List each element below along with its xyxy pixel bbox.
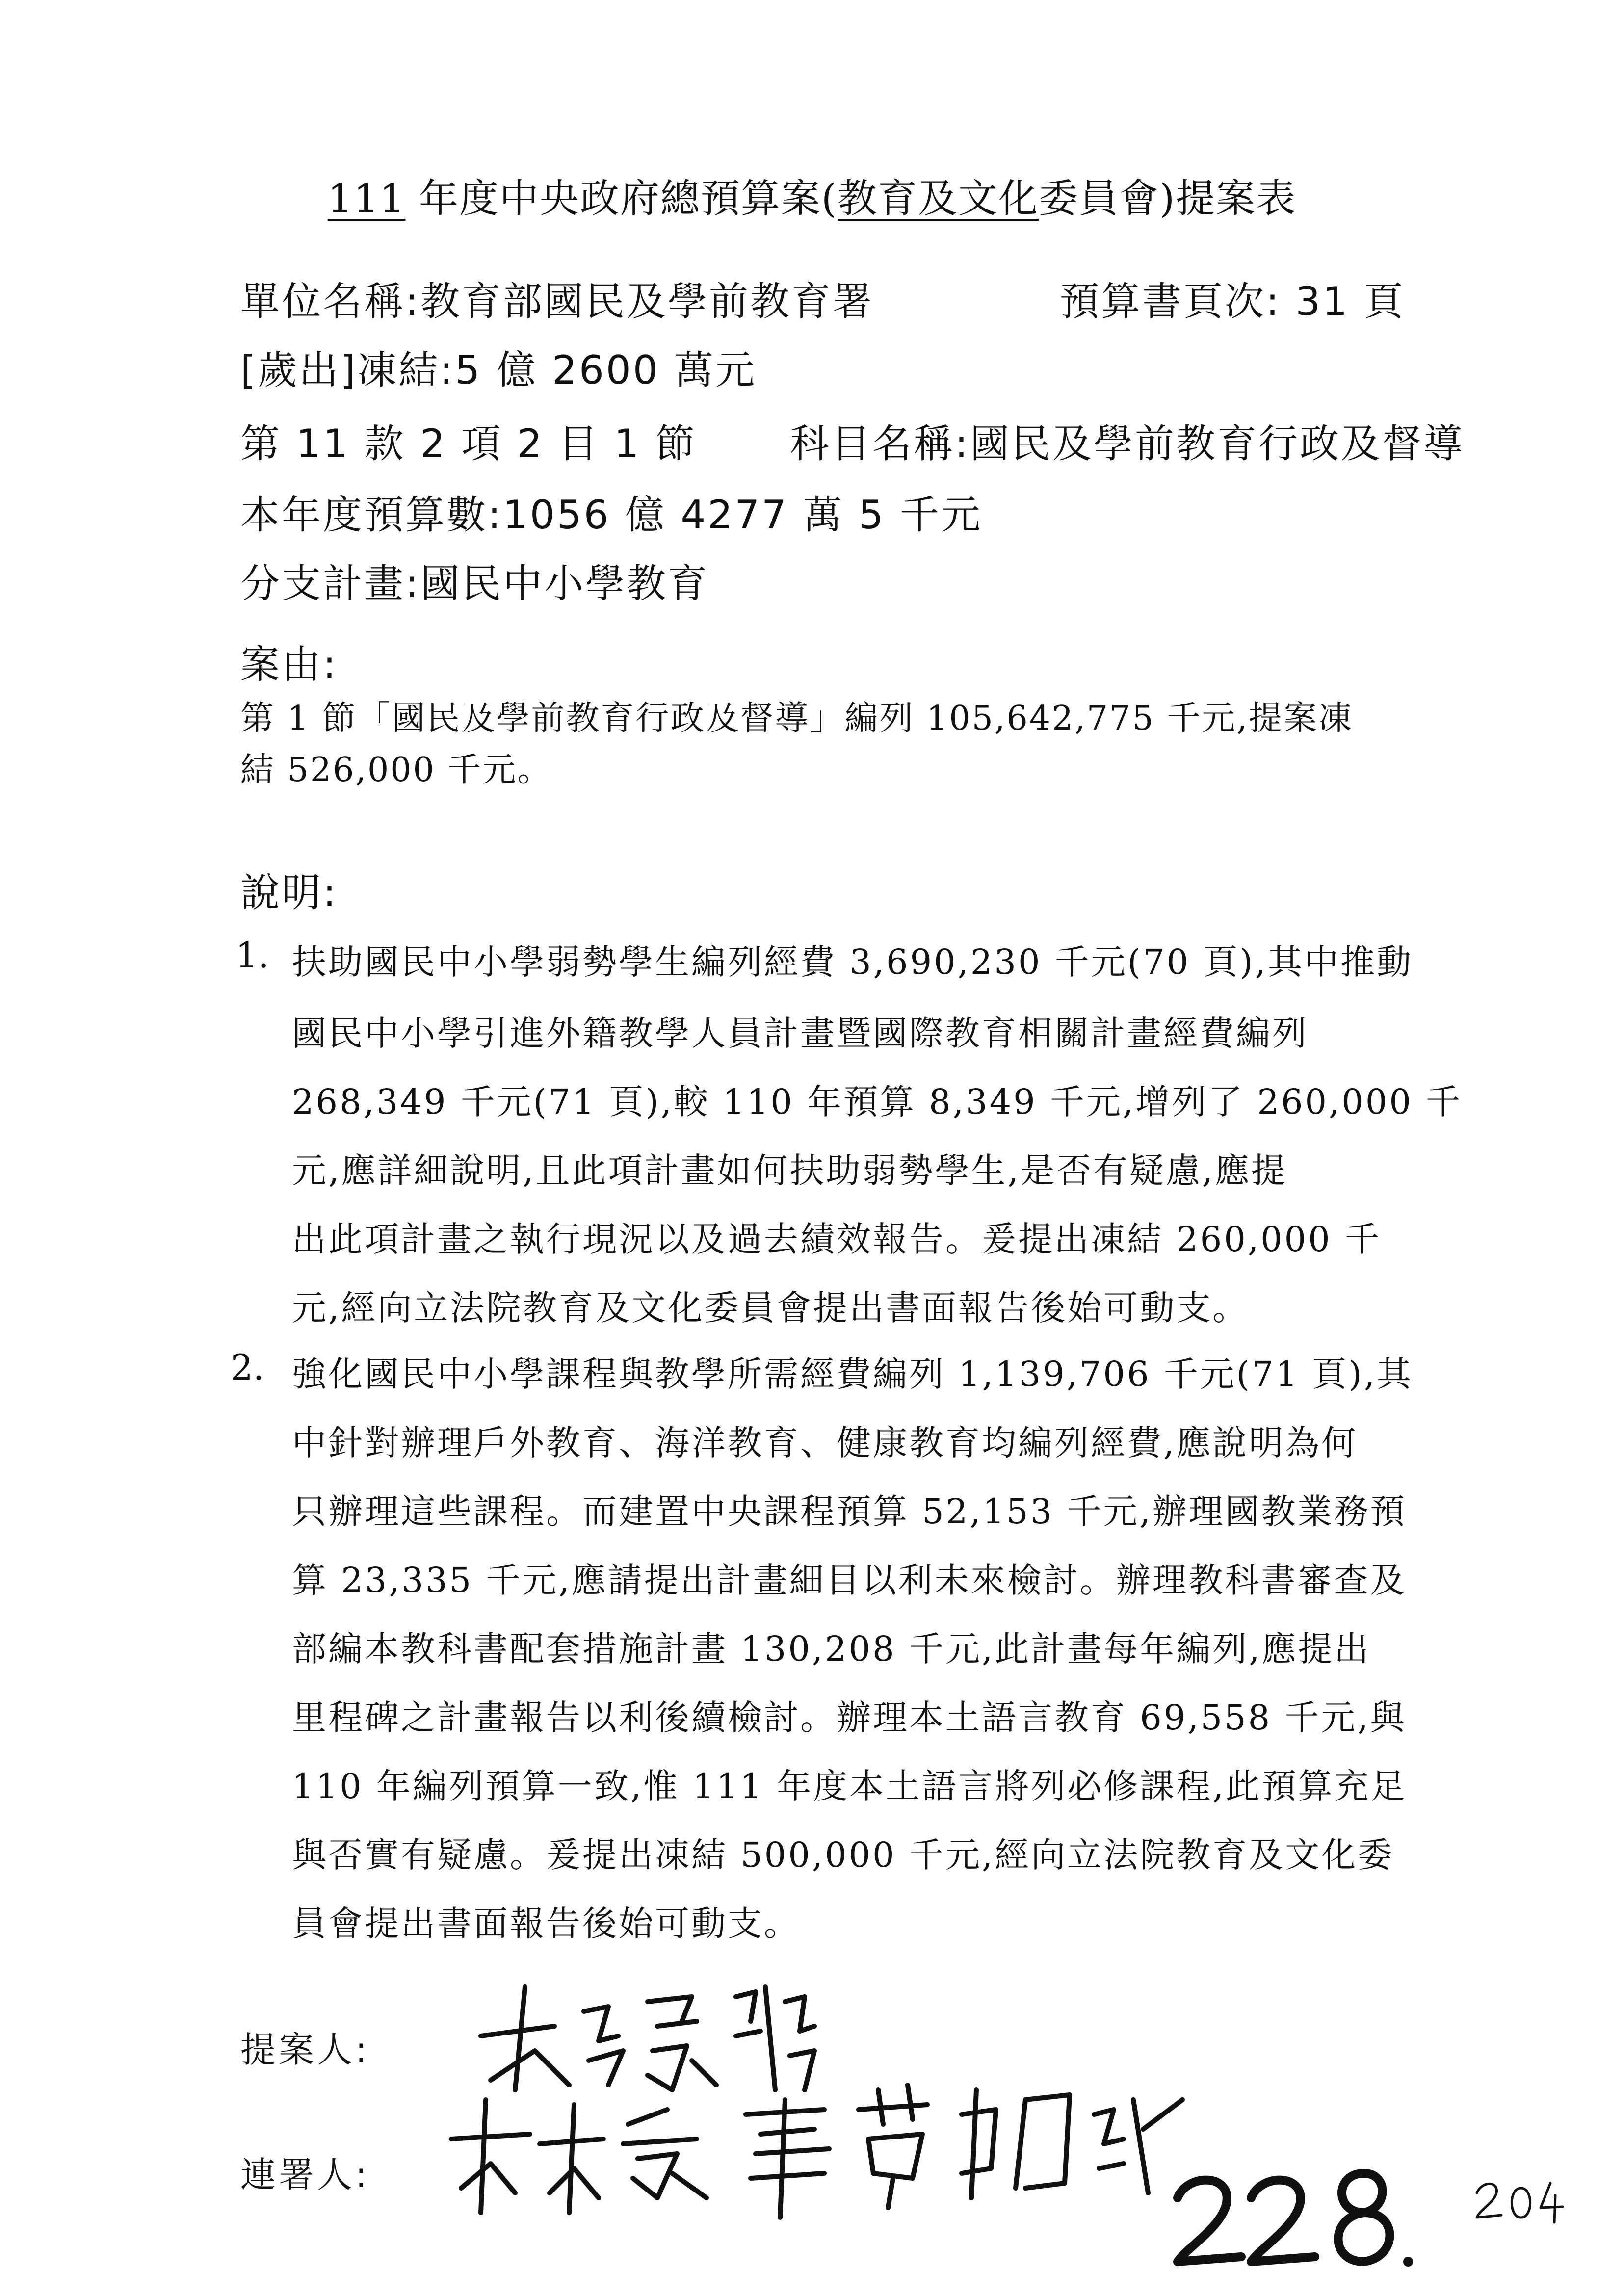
item-line: 只辦理這些課程。而建置中央課程預算 52,153 千元,辦理國教業務預 (292, 1491, 1407, 1532)
item-line: 268,349 千元(71 頁),較 110 年預算 8,349 千元,增列了 260,000 千 (292, 1082, 1463, 1122)
item-number: 1. (236, 935, 269, 976)
page-title (0, 167, 1624, 223)
item-number: 2. (231, 1347, 264, 1388)
proposer-label: 提案人: (240, 2029, 370, 2070)
item-line: 里程碑之計畫報告以利後續檢討。辦理本土語言教育 69,558 千元,與 (292, 1697, 1407, 1738)
item-line: 出此項計畫之執行現況以及過去績效報告。爰提出凍結 260,000 千 (292, 1219, 1381, 1259)
annual-budget: 本年度預算數:1056 億 4277 萬 5 千元 (240, 492, 983, 538)
item-line: 部編本教科書配套措施計畫 130,208 千元,此計畫每年編列,應提出 (292, 1629, 1371, 1669)
freeze-amount: [歲出]凍結:5 億 2600 萬元 (240, 347, 757, 393)
item-line: 國民中小學引進外籍教學人員計畫暨國際教育相關計畫經費編列 (292, 1013, 1309, 1053)
title-year: 111 (327, 176, 406, 221)
item-line: 與否實有疑慮。爰提出凍結 500,000 千元,經向立法院教育及文化委 (292, 1835, 1394, 1875)
title-post: 委員會)提案表 (1039, 176, 1297, 221)
case-line: 結 526,000 千元。 (240, 751, 552, 789)
case-label: 案由: (240, 642, 338, 687)
handwritten-number (1168, 2154, 1423, 2281)
case-line: 第 1 節「國民及學前教育行政及督導」編列 105,642,775 千元,提案凍 (240, 699, 1353, 738)
item-line: 算 23,335 千元,應請提出計畫細目以利未來檢討。辦理教科書審查及 (292, 1560, 1407, 1600)
section-ref: 第 11 款 2 項 2 目 1 節 (240, 421, 697, 467)
branch-plan: 分支計畫:國民中小學教育 (240, 561, 709, 606)
handwritten-page-number (1472, 2173, 1570, 2227)
title-pre: 年度中央政府總預算案( (405, 176, 838, 221)
item-line: 強化國民中小學課程與教學所需經費編列 1,139,706 千元(71 頁),其 (292, 1354, 1413, 1394)
item-line: 110 年編列預算一致,惟 111 年度本土語言將列必修課程,此預算充足 (292, 1766, 1407, 1806)
item-line: 員會提出書面報告後始可動支。 (292, 1904, 800, 1944)
subject-name: 科目名稱:國民及學前教育行政及督導 (790, 421, 1465, 467)
unit-name: 單位名稱:教育部國民及學前教育署 (240, 279, 874, 324)
item-line: 扶助國民中小學弱勢學生編列經費 3,690,230 千元(70 頁),其中推動 (292, 942, 1413, 982)
cosigner-label: 連署人: (240, 2154, 370, 2195)
cosigner-signature-2 (849, 2070, 1192, 2218)
explanation-label: 說明: (240, 870, 338, 915)
budget-page-ref: 預算書頁次: 31 頁 (1060, 279, 1405, 324)
item-line: 元,應詳細說明,且此項計畫如何扶助弱勢學生,是否有疑慮,應提 (292, 1150, 1288, 1191)
item-line: 元,經向立法院教育及文化委員會提出書面報告後始可動支。 (292, 1288, 1249, 1328)
title-committee: 教育及文化 (838, 176, 1039, 221)
item-line: 中針對辦理戶外教育、海洋教育、健康教育均編列經費,應說明為何 (292, 1423, 1358, 1463)
